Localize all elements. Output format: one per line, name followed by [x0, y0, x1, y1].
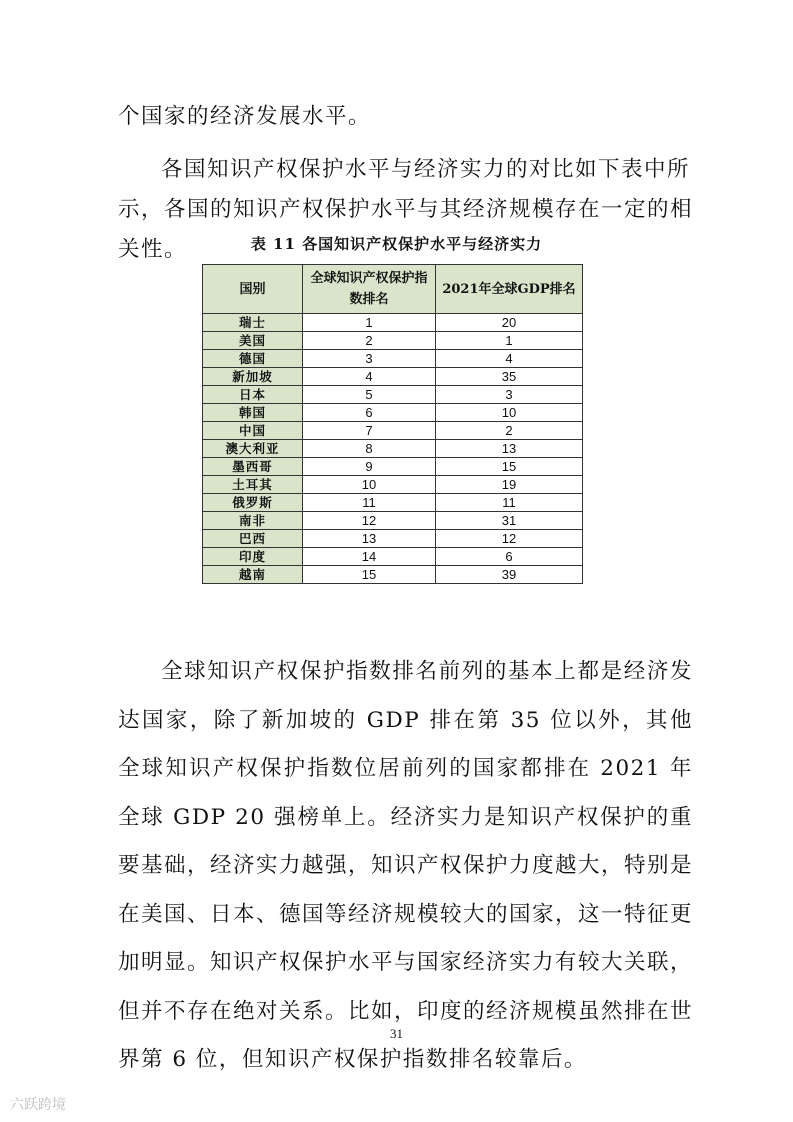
cell-gdp-rank: 3 — [436, 386, 583, 404]
cell-gdp-rank: 1 — [436, 332, 583, 350]
cell-gdp-rank: 39 — [436, 566, 583, 584]
header-country: 国别 — [203, 265, 303, 314]
cell-gdp-rank: 15 — [436, 458, 583, 476]
cell-gdp-rank: 6 — [436, 548, 583, 566]
page-number: 31 — [390, 1026, 403, 1041]
table-header-row — [203, 265, 583, 314]
cell-country: 俄罗斯 — [203, 494, 303, 512]
cell-country: 越南 — [203, 566, 303, 584]
cell-country: 瑞士 — [203, 314, 303, 332]
table-caption: 表 11 各国知识产权保护水平与经济实力 — [250, 235, 543, 253]
table-row — [203, 494, 583, 512]
cell-ip-rank: 11 — [303, 494, 436, 512]
cell-gdp-rank: 35 — [436, 368, 583, 386]
table-row — [203, 350, 583, 368]
table-row — [203, 314, 583, 332]
header-ip-rank: 全球知识产权保护指数排名 — [303, 265, 436, 314]
table-row — [203, 404, 583, 422]
cell-ip-rank: 5 — [303, 386, 436, 404]
table-row — [203, 476, 583, 494]
cell-ip-rank: 13 — [303, 530, 436, 548]
cell-ip-rank: 4 — [303, 368, 436, 386]
cell-ip-rank: 7 — [303, 422, 436, 440]
cell-ip-rank: 1 — [303, 314, 436, 332]
table-row — [203, 548, 583, 566]
table-row — [203, 566, 583, 584]
cell-country: 新加坡 — [203, 368, 303, 386]
watermark-logo: 六跃跨境 — [10, 1096, 66, 1112]
table-row — [203, 422, 583, 440]
cell-gdp-rank: 10 — [436, 404, 583, 422]
cell-gdp-rank: 31 — [436, 512, 583, 530]
cell-gdp-rank: 20 — [436, 314, 583, 332]
paragraph-comparison: 各国知识产权保护水平与经济实力的对比如下表中所示，各国的知识产权保护水平与其经济规模存在一定的相关性。 — [118, 157, 694, 262]
table-row — [203, 440, 583, 458]
table-row — [203, 368, 583, 386]
table-row — [203, 530, 583, 548]
paragraph-analysis: 全球知识产权保护指数排名前列的基本上都是经济发达国家，除了新加坡的 GDP 排在第 35 位以外，其他全球知识产权保护指数位居前列的国家都排在 2021 年全球 GDP 20 强榜单上。经济实力是知识产权保护的重要基础，经济实力越强，知识产权保护力度越大，特别是在美国、日本、德国等经济规模较大的国家，这一特征更加明显。知识产权保护水平与国家经济实力有较大关联，但并不存在绝对关系。比如，印度的经济规模虽然排在世界第 6 位，但知识产权保护指数排名较靠后。 — [118, 659, 694, 1072]
cell-ip-rank: 8 — [303, 440, 436, 458]
cell-ip-rank: 15 — [303, 566, 436, 584]
cell-ip-rank: 12 — [303, 512, 436, 530]
cell-country: 印度 — [203, 548, 303, 566]
table-row — [203, 332, 583, 350]
cell-gdp-rank: 11 — [436, 494, 583, 512]
cell-country: 美国 — [203, 332, 303, 350]
cell-country: 墨西哥 — [203, 458, 303, 476]
table-row — [203, 458, 583, 476]
cell-ip-rank: 9 — [303, 458, 436, 476]
table-row — [203, 512, 583, 530]
cell-country: 澳大利亚 — [203, 440, 303, 458]
cell-country: 韩国 — [203, 404, 303, 422]
paragraph-intro: 个国家的经济发展水平。 — [118, 104, 372, 129]
cell-gdp-rank: 13 — [436, 440, 583, 458]
table-row — [203, 386, 583, 404]
cell-ip-rank: 6 — [303, 404, 436, 422]
cell-country: 南非 — [203, 512, 303, 530]
cell-ip-rank: 14 — [303, 548, 436, 566]
cell-gdp-rank: 4 — [436, 350, 583, 368]
cell-country: 日本 — [203, 386, 303, 404]
cell-gdp-rank: 12 — [436, 530, 583, 548]
cell-ip-rank: 2 — [303, 332, 436, 350]
cell-ip-rank: 10 — [303, 476, 436, 494]
cell-country: 中国 — [203, 422, 303, 440]
cell-gdp-rank: 2 — [436, 422, 583, 440]
header-gdp-rank: 2021年全球GDP排名 — [436, 265, 583, 314]
ranking-table — [202, 264, 583, 584]
cell-country: 德国 — [203, 350, 303, 368]
cell-country: 巴西 — [203, 530, 303, 548]
cell-country: 土耳其 — [203, 476, 303, 494]
cell-gdp-rank: 19 — [436, 476, 583, 494]
cell-ip-rank: 3 — [303, 350, 436, 368]
